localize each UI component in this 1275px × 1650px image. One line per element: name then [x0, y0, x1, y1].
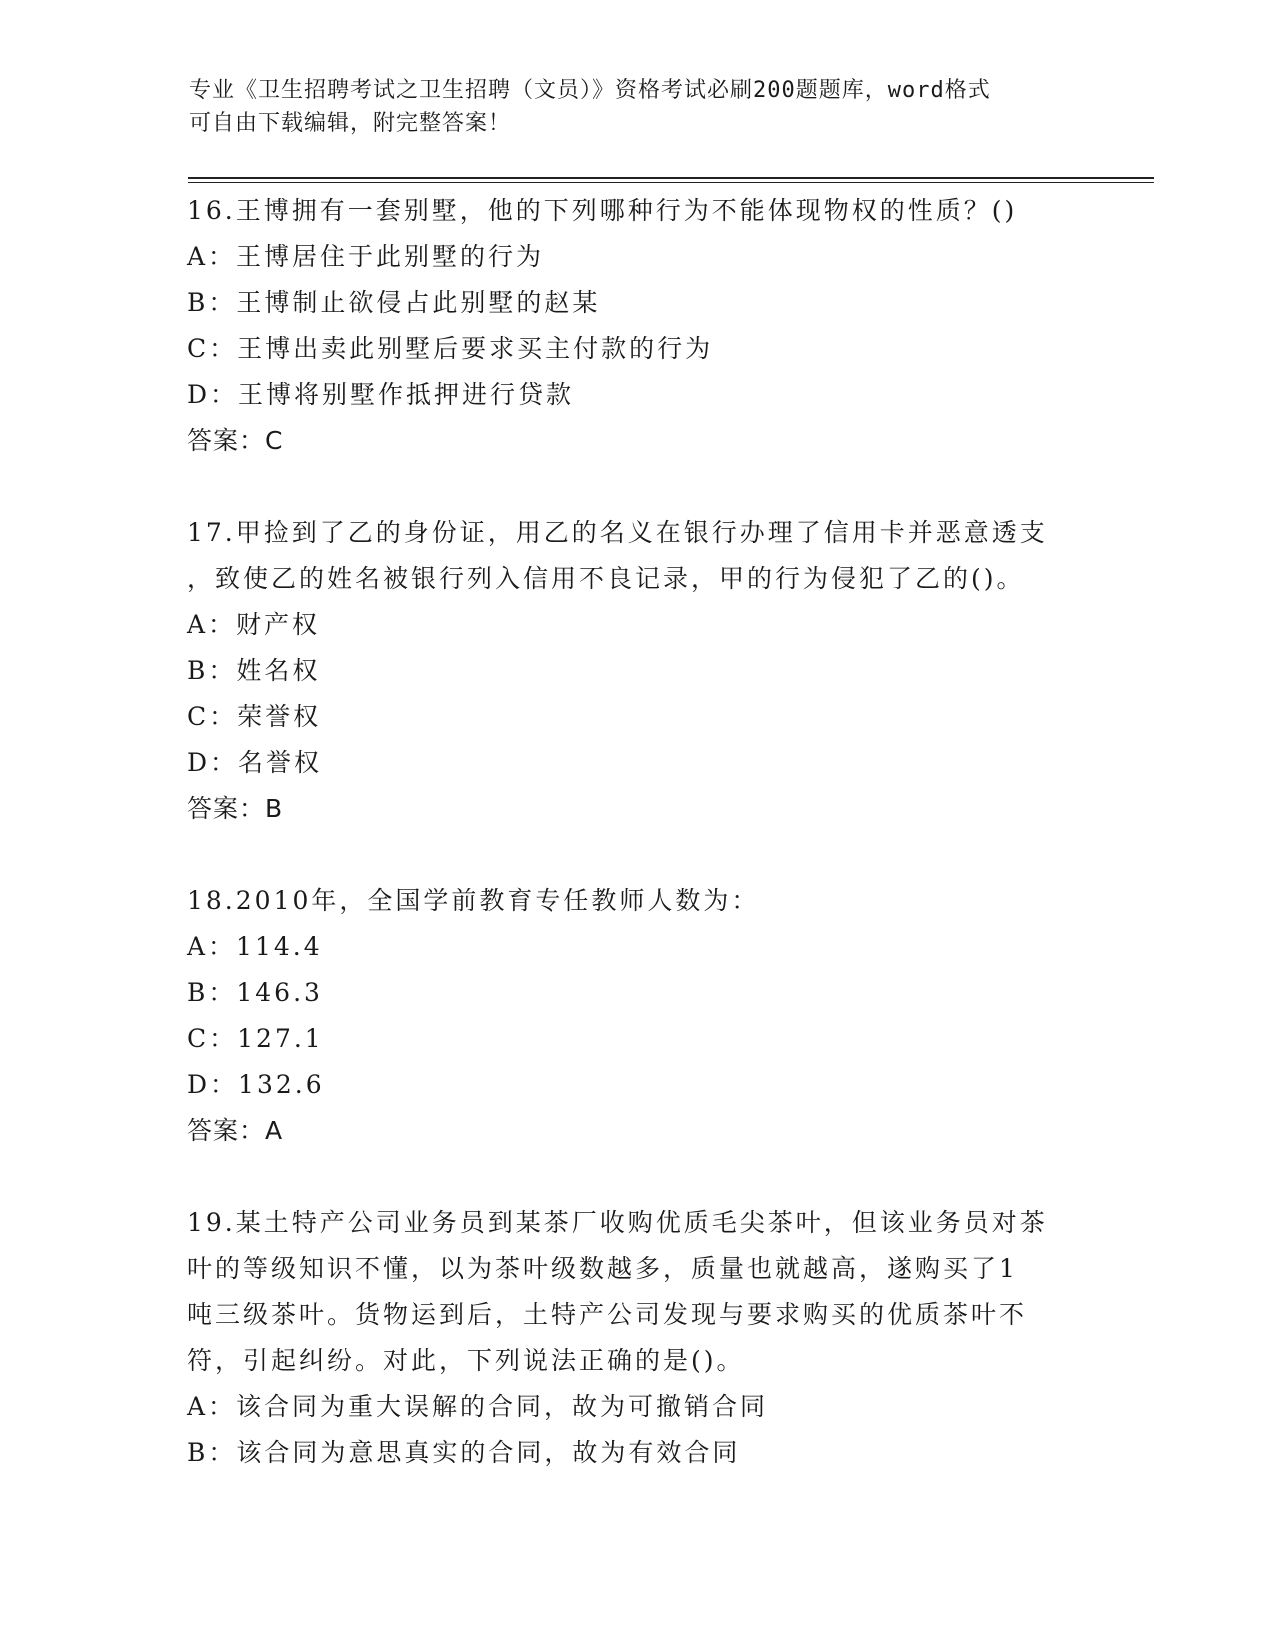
answer-line: 答案：C — [187, 426, 284, 455]
question-list — [187, 188, 1087, 1522]
option-c: C：王博出卖此别墅后要求买主付款的行为 — [187, 334, 714, 363]
question-stem: 叶的等级知识不懂，以为茶叶级数越多，质量也就越高，遂购买了1 — [187, 1254, 1018, 1283]
option-a: A：王博居住于此别墅的行为 — [187, 242, 545, 271]
question-16 — [187, 188, 1087, 464]
question-19 — [187, 1200, 1087, 1476]
document-header — [189, 74, 1089, 140]
question-stem: 19.某土特产公司业务员到某茶厂收购优质毛尖茶叶，但该业务员对茶 — [187, 1208, 1048, 1237]
answer-line: 答案：B — [187, 794, 284, 823]
option-a: A：该合同为重大误解的合同，故为可撤销合同 — [187, 1392, 769, 1421]
option-b: B：该合同为意思真实的合同，故为有效合同 — [187, 1438, 741, 1467]
option-b: B：146.3 — [187, 978, 323, 1007]
option-d: D：名誉权 — [187, 748, 323, 777]
option-a: A：114.4 — [187, 932, 323, 961]
header-line-1: 专业《卫生招聘考试之卫生招聘（文员）》资格考试必刷200题题库，word格式 — [189, 78, 991, 103]
option-a: A：财产权 — [187, 610, 321, 639]
question-stem: 18.2010年，全国学前教育专任教师人数为： — [187, 886, 760, 915]
option-c: C：127.1 — [187, 1024, 324, 1053]
option-b: B：姓名权 — [187, 656, 321, 685]
option-c: C：荣誉权 — [187, 702, 322, 731]
question-stem: 吨三级茶叶。货物运到后，土特产公司发现与要求购买的优质茶叶不 — [187, 1300, 1028, 1329]
answer-line: 答案：A — [187, 1116, 284, 1145]
question-stem: 符，引起纠纷。对此，下列说法正确的是()。 — [187, 1346, 745, 1375]
option-d: D：王博将别墅作抵押进行贷款 — [187, 380, 575, 409]
question-stem: 16.王博拥有一套别墅，他的下列哪种行为不能体现物权的性质？() — [187, 196, 1018, 225]
question-17 — [187, 510, 1087, 832]
header-line-2: 可自由下载编辑，附完整答案！ — [189, 111, 512, 136]
question-stem: ，致使乙的姓名被银行列入信用不良记录，甲的行为侵犯了乙的()。 — [187, 564, 1025, 593]
header-divider — [188, 177, 1154, 183]
question-stem: 17.甲捡到了乙的身份证，用乙的名义在银行办理了信用卡并恶意透支 — [187, 518, 1048, 547]
option-b: B：王博制止欲侵占此别墅的赵某 — [187, 288, 601, 317]
option-d: D：132.6 — [187, 1070, 325, 1099]
question-18 — [187, 878, 1087, 1154]
